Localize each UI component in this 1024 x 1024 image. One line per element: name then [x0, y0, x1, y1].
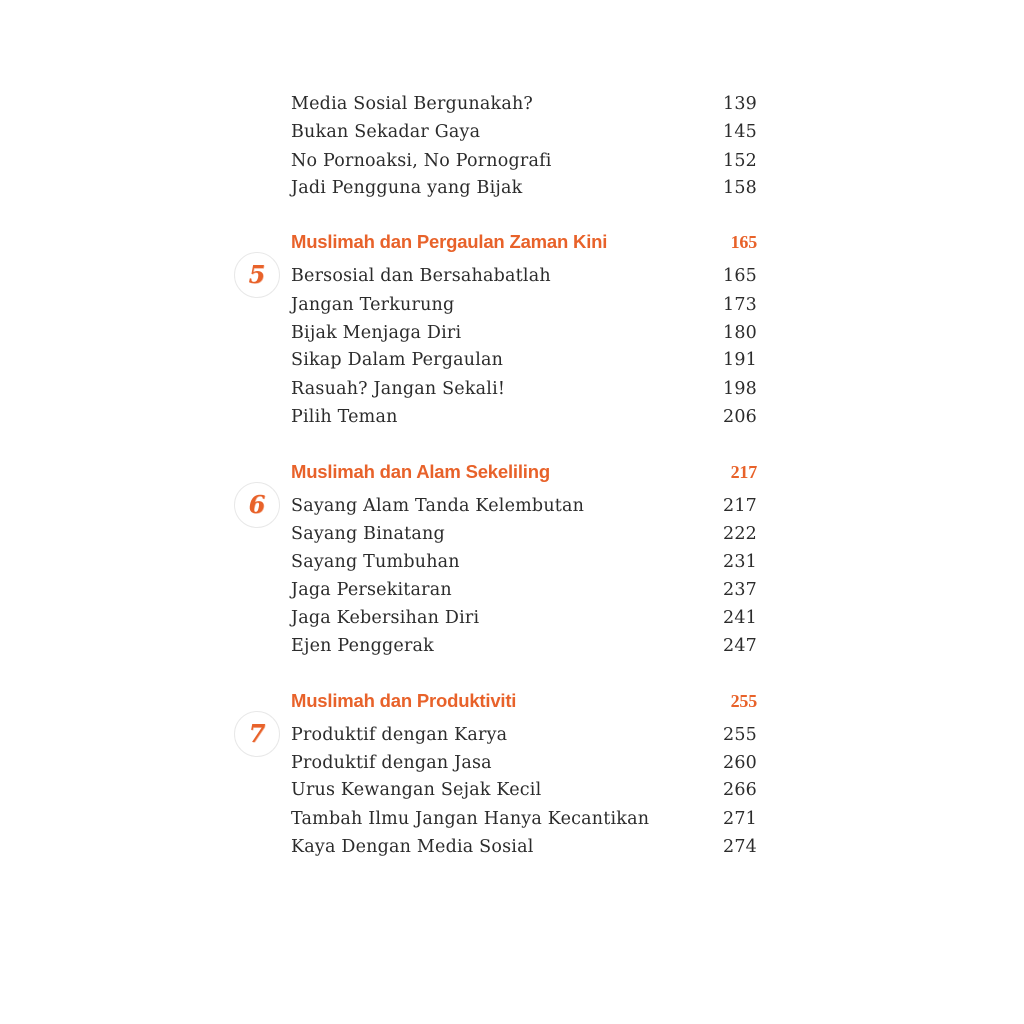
chapter-number-circle-icon: [234, 252, 280, 298]
toc-entry-page: 198: [722, 379, 757, 399]
toc-entry-title: Produktif dengan Karya: [291, 725, 508, 745]
toc-entry-title: Produktif dengan Jasa: [291, 753, 492, 773]
toc-entry-page: 237: [722, 580, 757, 600]
chapter-title: Muslimah dan Produktiviti: [291, 690, 517, 711]
toc-entry-title: Pilih Teman: [291, 407, 398, 427]
toc-entry[interactable]: [291, 175, 757, 201]
toc-entry-page: 145: [722, 122, 757, 142]
toc-entry[interactable]: [291, 376, 757, 402]
toc-entry[interactable]: [291, 493, 757, 519]
toc-entry[interactable]: [291, 91, 757, 117]
toc-entry[interactable]: [291, 148, 757, 174]
toc-entry-title: Urus Kewangan Sejak Kecil: [291, 780, 542, 800]
chapter-heading-6[interactable]: [291, 457, 757, 487]
toc-entry-page: 247: [722, 636, 757, 656]
toc-entry-page: 152: [722, 151, 757, 171]
toc-entry-title: Bijak Menjaga Diri: [291, 323, 462, 343]
toc-entry-page: 241: [722, 608, 757, 628]
toc-entry-page: 260: [722, 753, 757, 773]
toc-entry[interactable]: [291, 834, 757, 860]
toc-entry[interactable]: [291, 263, 757, 289]
toc-entry-title: Jadi Pengguna yang Bijak: [291, 178, 523, 198]
toc-entry-page: 222: [722, 524, 757, 544]
toc-entry-page: 271: [722, 809, 757, 829]
chapter-title: Muslimah dan Pergaulan Zaman Kini: [291, 231, 608, 252]
toc-entry-title: Sayang Tumbuhan: [291, 552, 460, 572]
toc-entry-title: Jaga Persekitaran: [291, 580, 452, 600]
toc-entry[interactable]: [291, 119, 757, 145]
toc-entry[interactable]: [291, 777, 757, 803]
toc-entry-page: 173: [722, 295, 757, 315]
toc-entry[interactable]: [291, 605, 757, 631]
toc-entry-page: 255: [722, 725, 757, 745]
toc-entry-title: No Pornoaksi, No Pornografi: [291, 151, 552, 171]
toc-entry[interactable]: [291, 750, 757, 776]
chapter-heading-7[interactable]: [291, 686, 757, 716]
toc-entry-title: Ejen Penggerak: [291, 636, 434, 656]
toc-entry[interactable]: [291, 292, 757, 318]
toc-entry[interactable]: [291, 722, 757, 748]
toc-entry[interactable]: [291, 577, 757, 603]
chapter-title: Muslimah dan Alam Sekeliling: [291, 461, 550, 482]
chapter-number: 5: [248, 260, 266, 289]
toc-entry-title: Sikap Dalam Pergaulan: [291, 350, 504, 370]
toc-entry-title: Jangan Terkurung: [291, 295, 455, 315]
toc-entry[interactable]: [291, 347, 757, 373]
toc-entry-page: 266: [722, 780, 757, 800]
toc-entry-title: Sayang Alam Tanda Kelembutan: [291, 496, 585, 516]
toc-entry-title: Bukan Sekadar Gaya: [291, 122, 481, 142]
toc-entry-page: 158: [722, 178, 757, 198]
toc-entry-page: 165: [722, 266, 757, 286]
toc-entry-page: 274: [722, 837, 757, 857]
toc-entry[interactable]: [291, 320, 757, 346]
toc-entry-title: Rasuah? Jangan Sekali!: [291, 379, 506, 399]
chapter-number-circle-icon: [234, 482, 280, 528]
toc-entry[interactable]: [291, 806, 757, 832]
chapter-page: 165: [730, 231, 757, 252]
toc-entry[interactable]: [291, 521, 757, 547]
toc-entry-page: 206: [722, 407, 757, 427]
toc-entry-page: 139: [722, 94, 757, 114]
chapter-page: 255: [730, 690, 757, 711]
toc-entry-title: Media Sosial Bergunakah?: [291, 94, 534, 114]
chapter-page: 217: [730, 461, 757, 482]
chapter-number-circle-icon: [234, 711, 280, 757]
chapter-number: 6: [248, 490, 266, 519]
toc-entry-title: Sayang Binatang: [291, 524, 445, 544]
toc-entry[interactable]: [291, 633, 757, 659]
toc-entry-title: Jaga Kebersihan Diri: [291, 608, 480, 628]
toc-entry-page: 180: [722, 323, 757, 343]
toc-entry-title: Bersosial dan Bersahabatlah: [291, 266, 551, 286]
toc-entry-title: Tambah Ilmu Jangan Hanya Kecantikan: [291, 809, 650, 829]
toc-entry[interactable]: [291, 549, 757, 575]
chapter-number: 7: [248, 719, 266, 748]
toc-entry-title: Kaya Dengan Media Sosial: [291, 837, 534, 857]
toc-entry[interactable]: [291, 404, 757, 430]
toc-entry-page: 217: [722, 496, 757, 516]
toc-entry-page: 191: [722, 350, 757, 370]
toc-entry-page: 231: [722, 552, 757, 572]
chapter-heading-5[interactable]: [291, 227, 757, 257]
